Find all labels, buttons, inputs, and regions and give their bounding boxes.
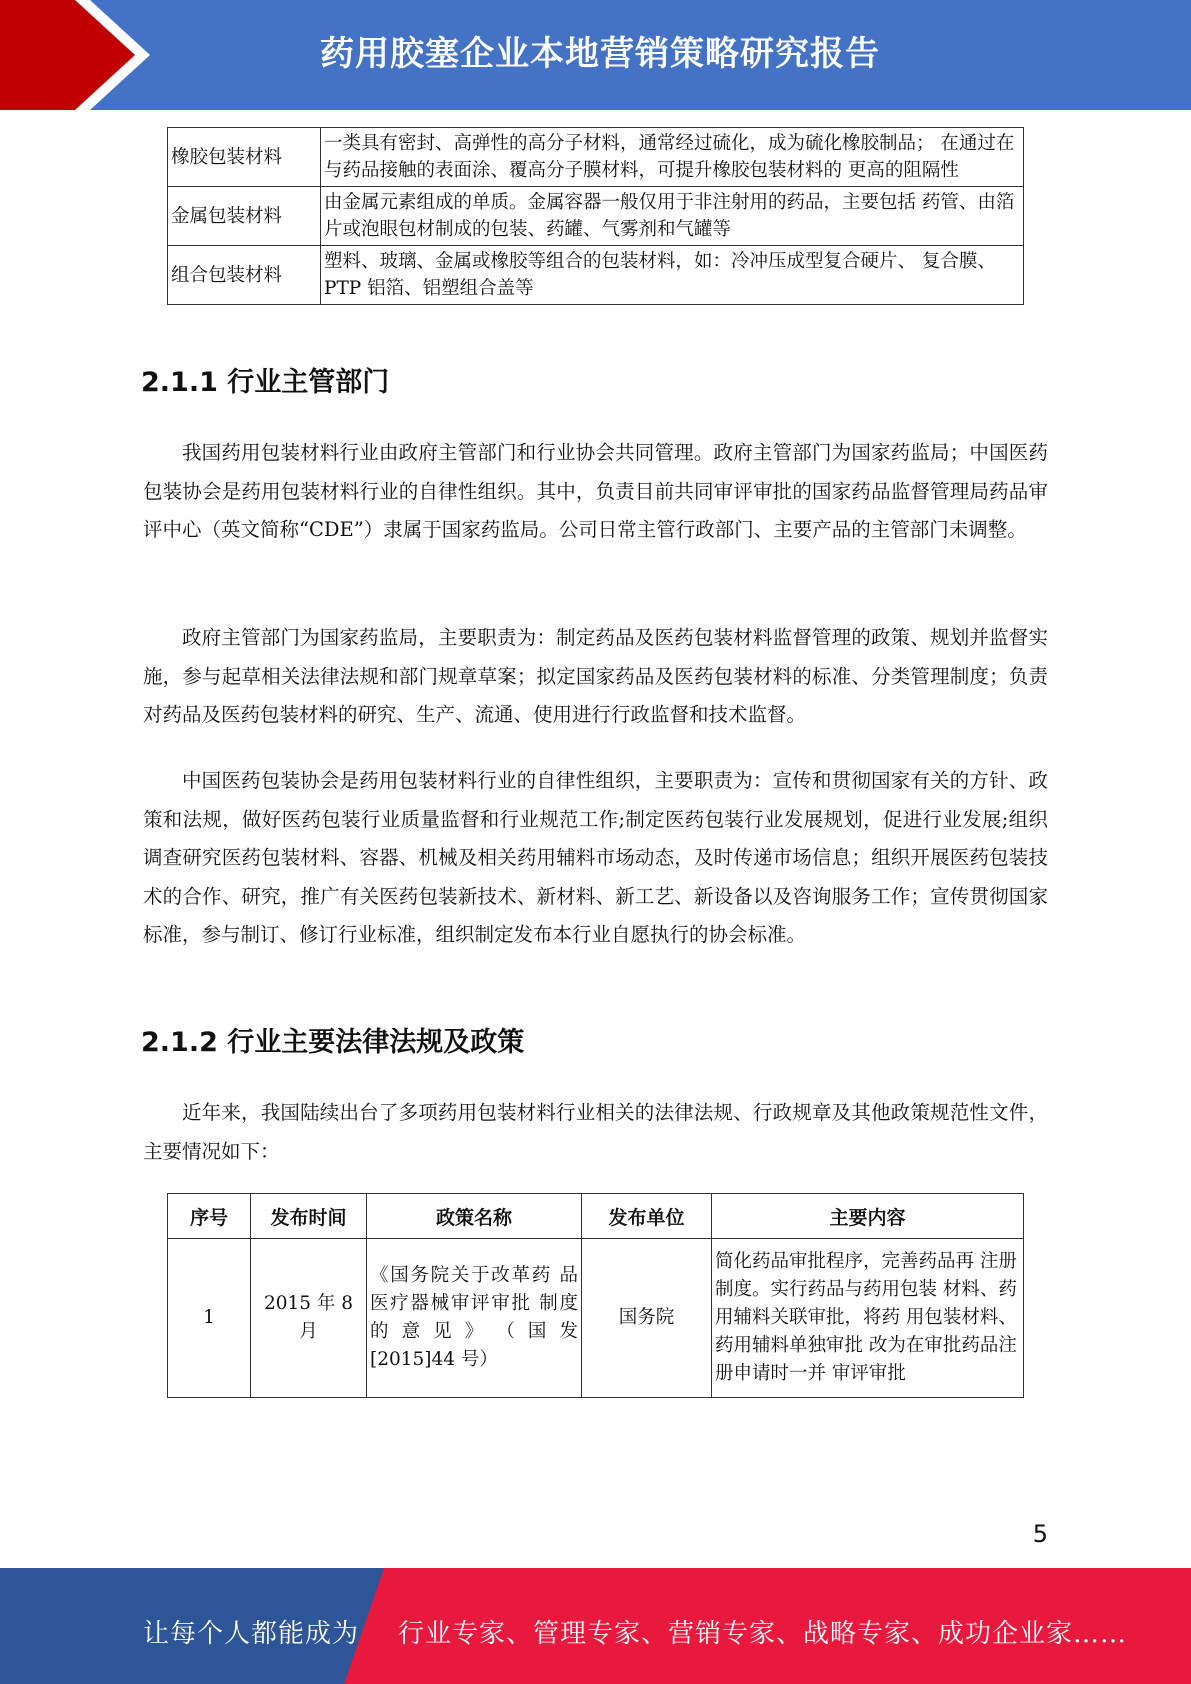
material-name: 橡胶包装材料 [168, 128, 321, 187]
section-title-2-1-2: 2.1.2 行业主要法律法规及政策 [141, 1027, 525, 1058]
policy-issuer: 国务院 [582, 1239, 712, 1398]
materials-table [167, 127, 1024, 305]
table-row [168, 128, 1024, 187]
material-name: 组合包装材料 [168, 246, 321, 305]
column-header: 发布时间 [251, 1194, 367, 1239]
policy-content: 简化药品审批程序，完善药品再 注册制度。实行药品与药用包装 材料、药用辅料关联审批，将药 用包装材料、药用辅料单独审批 改为在审批药品注册申请时一并 审评审批 [712, 1239, 1024, 1398]
column-header: 发布单位 [582, 1194, 712, 1239]
material-name: 金属包装材料 [168, 187, 321, 246]
table-header-row [168, 1194, 1024, 1239]
table-row [168, 187, 1024, 246]
column-header: 序号 [168, 1194, 251, 1239]
policy-number: 1 [168, 1239, 251, 1398]
page-header [0, 0, 1191, 110]
policy-name: 《国务院关于改革药 品医疗器械审评审批 制度的 意 见 》 （ 国 发 [2015]44 号） [367, 1239, 582, 1398]
section-title-2-1-1: 2.1.1 行业主管部门 [141, 367, 390, 398]
policy-table [167, 1193, 1024, 1398]
header-title: 药用胶塞企业本地营销策略研究报告 [320, 34, 880, 74]
policy-date: 2015 年 8 月 [251, 1239, 367, 1398]
material-desc: 塑料、玻璃、金属或橡胶等组合的包装材料，如：冷冲压成型复合硬片、 复合膜、PTP 铝箔、铝塑组合盖等 [321, 246, 1024, 305]
footer-slogan-left: 让每个人都能成为 [143, 1619, 360, 1649]
column-header: 主要内容 [712, 1194, 1024, 1239]
page-footer [0, 1568, 1191, 1684]
material-desc: 由金属元素组成的单质。金属容器一般仅用于非注射用的药品，主要包括 药管、由箔片或泡眼包材制成的包装、药罐、气雾剂和气罐等 [321, 187, 1024, 246]
paragraph: 政府主管部门为国家药监局，主要职责为：制定药品及医药包装材料监督管理的政策、规划并监督实施，参与起草相关法律法规和部门规章草案；拟定国家药品及医药包装材料的标准、分类管理制度；负责对药品及医药包装材料的研究、生产、流通、使用进行行政监督和技术监督。 [143, 626, 1048, 726]
page-number: 5 [1032, 1520, 1048, 1548]
paragraph: 近年来，我国陆续出台了多项药用包装材料行业相关的法律法规、行政规章及其他政策规范性文件，主要情况如下： [143, 1101, 1048, 1163]
footer-slogan-right: 行业专家、管理专家、营销专家、战略专家、成功企业家…… [398, 1619, 1128, 1649]
table-row [168, 246, 1024, 305]
paragraph: 中国医药包装协会是药用包装材料行业的自律性组织，主要职责为：宣传和贯彻国家有关的方针、政策和法规，做好医药包装行业质量监督和行业规范工作;制定医药包装行业发展规划，促进行业发展;组织调查研究医药包装材料、容器、机械及相关药用辅料市场动态，及时传递市场信息；组织开展医药包装技术的合作、研究，推广有关医药包装新技术、新材料、新工艺、新设备以及咨询服务工作；宣传贯彻国家标准，参与制订、修订行业标准，组织制定发布本行业自愿执行的协会标准。 [143, 769, 1048, 946]
table-row [168, 1239, 1024, 1398]
column-header: 政策名称 [367, 1194, 582, 1239]
material-desc: 一类具有密封、高弹性的高分子材料，通常经过硫化，成为硫化橡胶制品； 在通过在与药品接触的表面涂、覆高分子膜材料，可提升橡胶包装材料的 更高的阻隔性 [321, 128, 1024, 187]
paragraph: 我国药用包装材料行业由政府主管部门和行业协会共同管理。政府主管部门为国家药监局；中国医药包装协会是药用包装材料行业的自律性组织。其中，负责目前共同审评审批的国家药品监督管理局药品审评中心（英文简称“CDE”）隶属于国家药监局。公司日常主管行政部门、主要产品的主管部门未调整。 [143, 441, 1048, 541]
